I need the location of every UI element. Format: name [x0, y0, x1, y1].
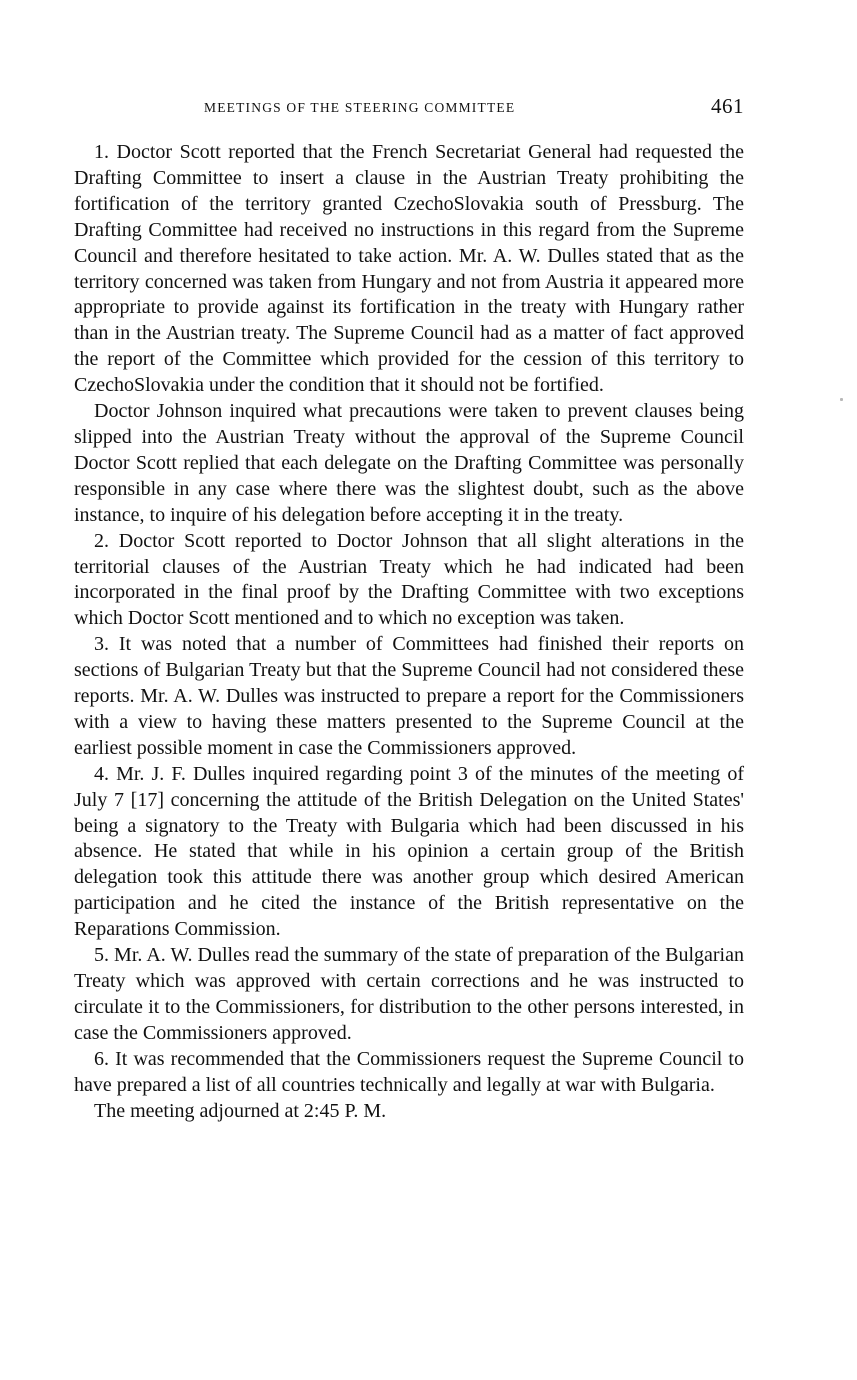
paragraph-item-4: 4. Mr. J. F. Dulles inquired regarding point 3 of the minutes of the meeting of July 7 [17] concerning the attitude of the British Delegation on the United States' being a signatory to the Treaty with Bulgaria which had been discussed in his absence. He stated that while in his opinion a certain group of the British delegation took this attitude there was another group which desired American participation and he cited the instance of the British representative on the Reparations Commission.	[74, 762, 744, 941]
paragraph-adjournment: The meeting adjourned at 2:45 P. M.	[94, 1099, 387, 1122]
running-head	[74, 92, 744, 126]
paragraph-item-6: 6. It was recommended that the Commissioners request the Supreme Council to have prepared a list of all countries technically and legally at war with Bulgaria.	[74, 1047, 744, 1096]
paragraph-johnson-inquiry: Doctor Johnson inquired what precautions were taken to prevent clauses being slipped into the Austrian Treaty without the approval of the Supreme Council Doctor Scott replied that each delegate on the Drafting Committee was personally responsible in any case where there was the slightest doubt, such as the above instance, to inquire of his delegation before accepting it in the treaty.	[74, 400, 744, 526]
document-page	[74, 92, 744, 1124]
paragraph-item-3: 3. It was noted that a number of Committees had finished their reports on sections of Bulgarian Treaty but that the Supreme Council had not considered these reports. Mr. A. W. Dulles was instructed to prepare a report for the Commissioners with a view to having these matters presented to the Supreme Council at the earliest possible moment in case the Commissioners approved.	[74, 633, 744, 759]
paragraph-item-1: 1. Doctor Scott reported that the French Secretariat General had requested the Drafting Committee to insert a clause in the Austrian Treaty prohibiting the fortification of the territory granted CzechoSlovakia south of Pressburg. The Drafting Committee had received no instructions in this regard from the Supreme Council and therefore hesitated to take action. Mr. A. W. Dulles stated that as the territory concerned was taken from Hungary and not from Austria it appeared more appropriate to provide against its fortification in the treaty with Hungary rather than in the Austrian treaty. The Supreme Council had as a matter of fact approved the report of the Committee which provided for the cession of this territory to CzechoSlovakia under the condition that it should not be fortified.	[74, 141, 744, 397]
paragraph-item-2: 2. Doctor Scott reported to Doctor Johnson that all slight alterations in the territorial clauses of the Austrian Treaty which he had indicated had been incorporated in the final proof by the Drafting Committee with two exceptions which Doctor Scott mentioned and to which no exception was taken.	[74, 529, 744, 630]
running-title: MEETINGS OF THE STEERING COMMITTEE	[204, 100, 516, 115]
body-text	[74, 140, 744, 1124]
page-number: 461	[711, 94, 744, 118]
scan-speck	[840, 398, 843, 401]
paragraph-item-5: 5. Mr. A. W. Dulles read the summary of the state of preparation of the Bulgarian Treaty which was approved with certain corrections and he was instructed to circulate it to the Commissioners, for distribution to the other persons interested, in case the Commissioners approved.	[74, 944, 744, 1044]
